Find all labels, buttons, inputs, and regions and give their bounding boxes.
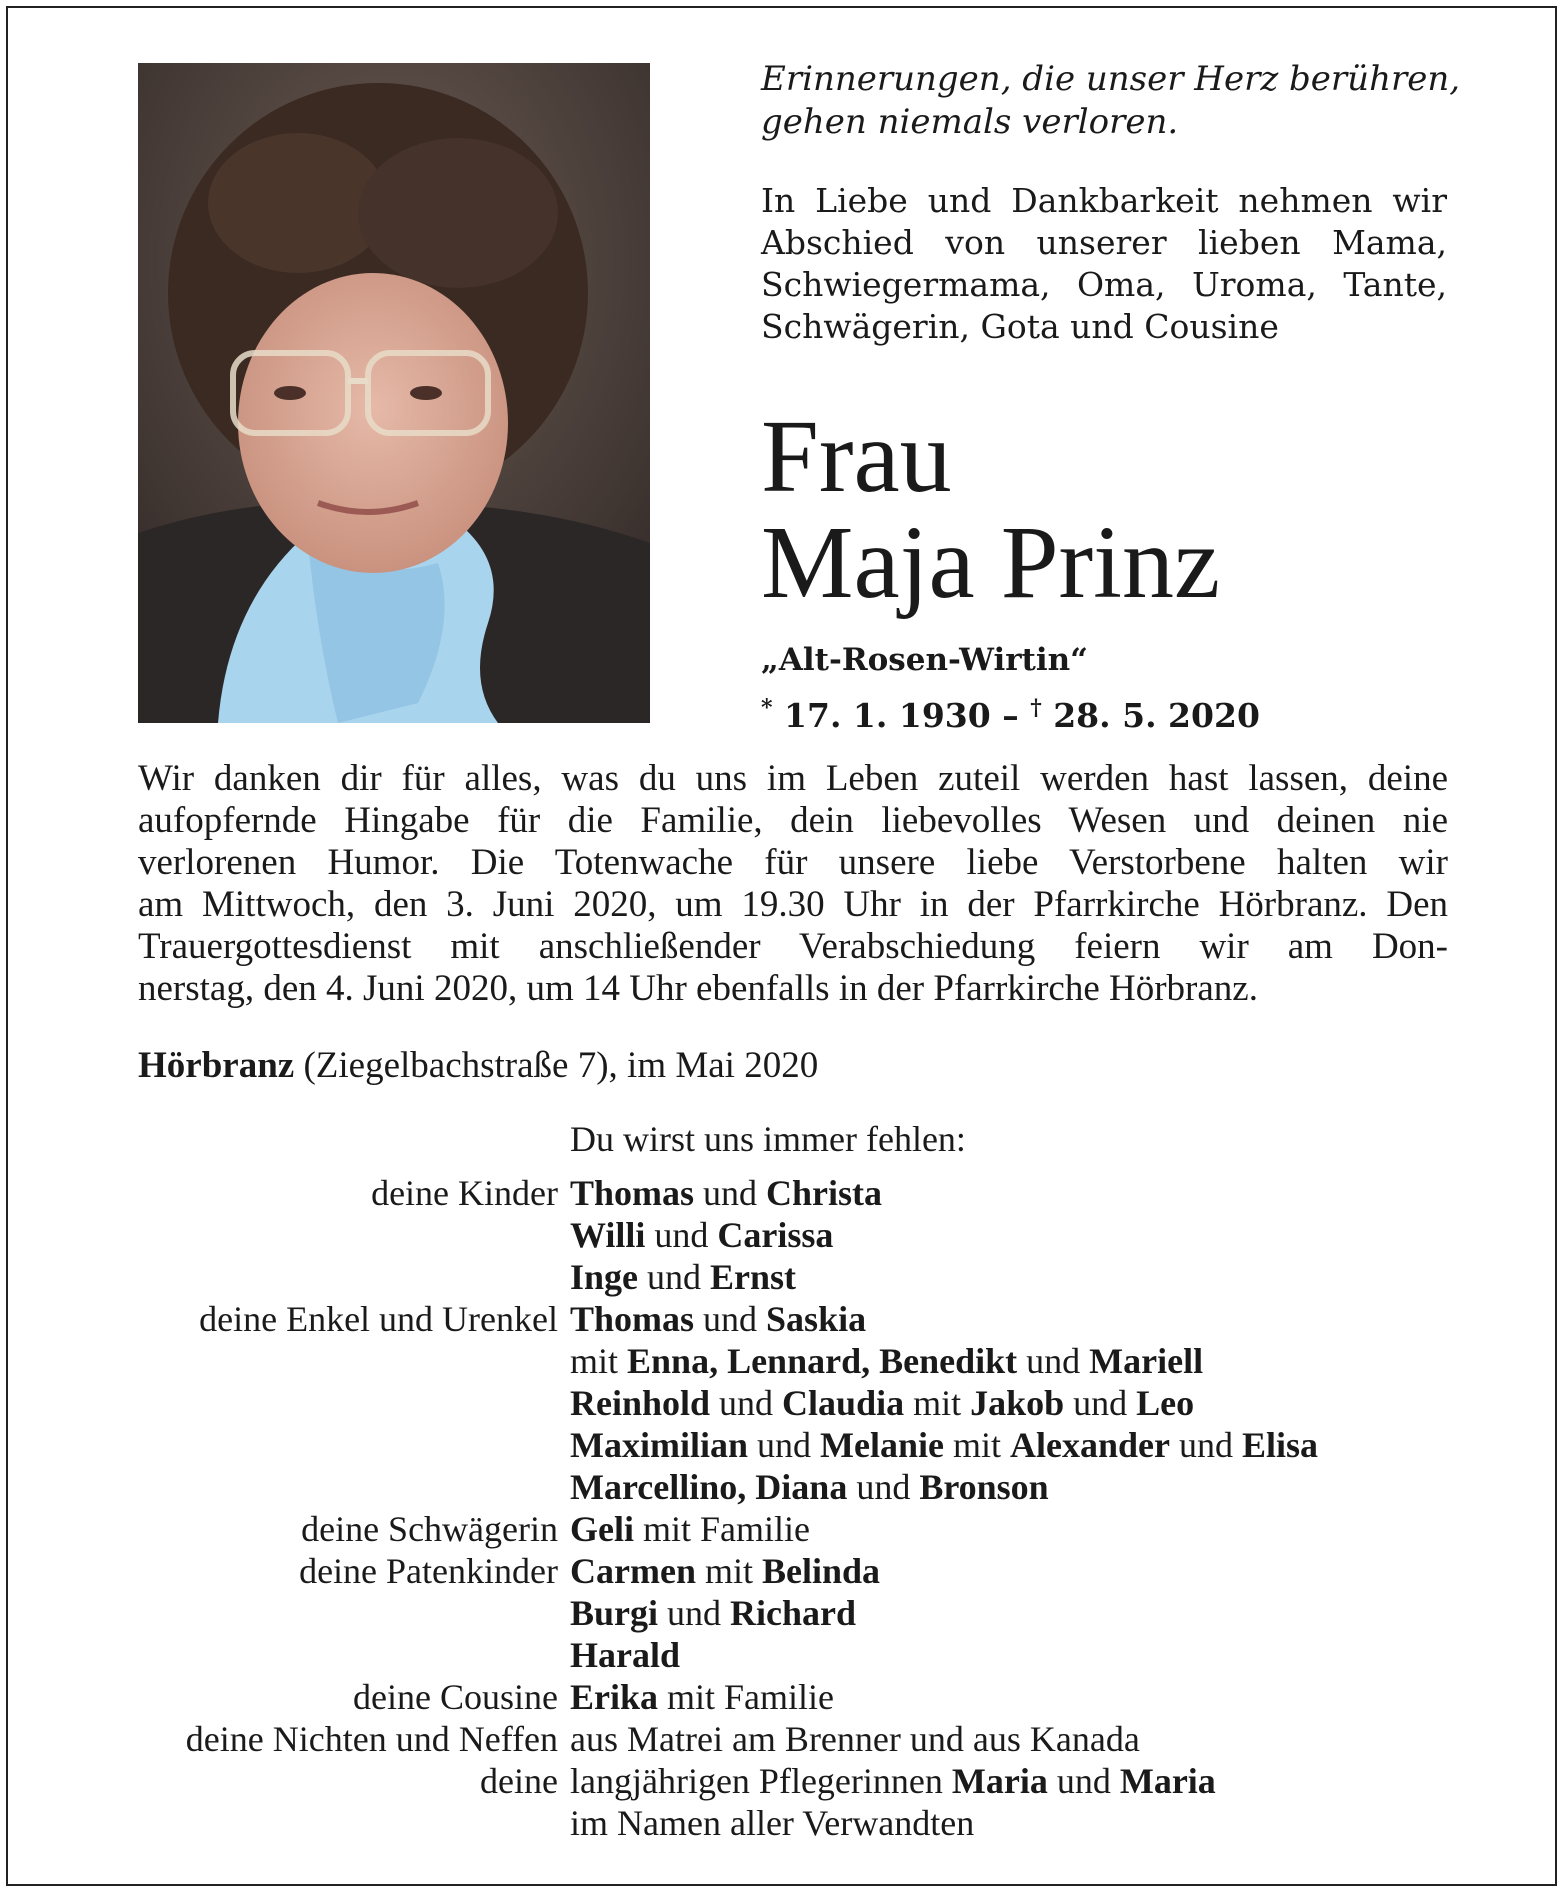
mourner-names xyxy=(570,1592,856,1634)
mourner-names xyxy=(570,1424,1318,1466)
deceased-fullname: Maja Prinz xyxy=(761,505,1221,620)
mourner-name: Erika xyxy=(570,1677,659,1717)
body-line: Wir danken dir für alles, was du uns im Leben zuteil werden hast lassen, deine xyxy=(138,758,1448,799)
mourner-connector: und xyxy=(1017,1341,1090,1381)
mourner-relation xyxy=(108,1382,570,1424)
life-dates xyxy=(761,688,1260,736)
place-and-date xyxy=(138,1045,1438,1087)
mourner-row xyxy=(108,1550,1468,1592)
mourner-name: Maria xyxy=(951,1761,1048,1801)
mourner-names xyxy=(570,1298,866,1340)
place-address: (Ziegelbachstraße 7), im Mai 2020 xyxy=(294,1045,819,1086)
mourner-name: Maria xyxy=(1119,1761,1216,1801)
mourner-row xyxy=(108,1172,1468,1214)
mourner-name: Burgi xyxy=(570,1593,659,1633)
mourner-name: Carissa xyxy=(717,1215,834,1255)
mourner-connector: mit xyxy=(695,1551,762,1591)
intro-line: Schwägerin, Gota und Cousine xyxy=(761,307,1279,346)
funeral-details-paragraph xyxy=(138,758,1448,1010)
mourner-names xyxy=(570,1718,1140,1760)
mourner-connector: und xyxy=(694,1173,767,1213)
deceased-name xyxy=(761,399,1521,620)
mourner-connector: mit xyxy=(904,1383,971,1423)
mourner-relation: deine Kinder xyxy=(371,1173,558,1213)
mourner-row xyxy=(108,1592,1468,1634)
mourner-name: Thomas xyxy=(570,1299,695,1339)
mourner-name: Alexander xyxy=(1009,1425,1170,1465)
mourner-row xyxy=(108,1802,1468,1844)
mourner-name: Thomas xyxy=(570,1173,695,1213)
mourner-names xyxy=(570,1382,1194,1424)
memorial-quote xyxy=(761,58,1461,144)
mourner-name: Maximilian xyxy=(570,1425,748,1465)
mourner-name: Enna, Lennard, Benedikt xyxy=(627,1341,1018,1381)
mourner-relation: deine xyxy=(480,1761,558,1801)
mourner-relation xyxy=(108,1802,570,1844)
mourner-name: Mariell xyxy=(1089,1341,1204,1381)
mourner-row xyxy=(108,1676,1468,1718)
body-line: verlorenen Humor. Die Totenwache für unsere liebe Verstorbene halten wir xyxy=(138,842,1448,883)
mourner-name: Marcellino, Diana xyxy=(570,1467,848,1507)
mourner-connector: mit Familie xyxy=(658,1677,835,1717)
mourner-name: Ernst xyxy=(710,1257,797,1297)
mourner-connector: und xyxy=(1064,1383,1137,1423)
mourner-relation xyxy=(108,1214,570,1256)
mourner-row xyxy=(108,1340,1468,1382)
mourner-row xyxy=(108,1298,1468,1340)
mourner-connector: und xyxy=(658,1593,731,1633)
mourner-row xyxy=(108,1508,1468,1550)
body-line: am Mittwoch, den 3. Juni 2020, um 19.30 Uhr in der Pfarrkirche Hörbranz. Den xyxy=(138,884,1448,925)
mourner-row xyxy=(108,1424,1468,1466)
mourner-relation: deine Schwägerin xyxy=(301,1509,558,1549)
mourner-connector: mit xyxy=(943,1425,1010,1465)
portrait-illustration xyxy=(138,63,650,723)
mourner-names xyxy=(570,1256,796,1298)
mourners-list xyxy=(108,1172,1468,1844)
mourner-connector: im Namen aller Verwandten xyxy=(570,1803,975,1843)
mourner-row xyxy=(108,1382,1468,1424)
mourner-name: Inge xyxy=(570,1257,639,1297)
mourner-connector: aus Matrei am Brenner und aus Kanada xyxy=(570,1719,1140,1759)
mourner-relation: deine Nichten und Neffen xyxy=(185,1719,558,1759)
intro-line: Abschied von unserer lieben Mama, xyxy=(761,223,1447,262)
mourner-names xyxy=(570,1508,810,1550)
death-date: 28. 5. 2020 xyxy=(1053,696,1260,735)
mourner-connector: und xyxy=(847,1467,920,1507)
mourner-names xyxy=(570,1466,1049,1508)
mourner-relation xyxy=(108,1634,570,1676)
mourner-relation xyxy=(108,1466,570,1508)
birth-date: 17. 1. 1930 xyxy=(784,696,991,735)
mourner-name: Reinhold xyxy=(570,1383,711,1423)
mourner-connector: mit xyxy=(570,1341,628,1381)
mourner-connector: mit Familie xyxy=(633,1509,810,1549)
mourner-names xyxy=(570,1340,1203,1382)
death-symbol: † xyxy=(1030,695,1042,721)
mourner-row xyxy=(108,1760,1468,1802)
mourner-row xyxy=(108,1634,1468,1676)
intro-line: Schwiegermama, Oma, Uroma, Tante, xyxy=(761,265,1447,304)
mourner-name: Christa xyxy=(766,1173,883,1213)
portrait-photo xyxy=(138,63,650,723)
mourner-relation xyxy=(108,1424,570,1466)
mourner-names xyxy=(570,1172,882,1214)
mourner-relation: deine Cousine xyxy=(353,1677,558,1717)
body-line: nerstag, den 4. Juni 2020, um 14 Uhr ebenfalls in der Pfarrkirche Hörbranz. xyxy=(138,968,1258,1009)
mourner-connector: und xyxy=(710,1383,783,1423)
birth-symbol: * xyxy=(761,695,773,721)
deceased-title: Frau xyxy=(761,399,952,514)
body-line: aufopfernde Hingabe für die Familie, dein liebevolles Wesen und deinen nie xyxy=(138,800,1448,841)
mourner-name: Carmen xyxy=(570,1551,696,1591)
mourner-relation xyxy=(108,1340,570,1382)
mourner-relation xyxy=(108,1592,570,1634)
mourner-name: Willi xyxy=(570,1215,646,1255)
mourner-name: Richard xyxy=(730,1593,857,1633)
mourner-connector: und xyxy=(1169,1425,1242,1465)
mourner-row xyxy=(108,1718,1468,1760)
mourner-relation xyxy=(108,1256,570,1298)
mourner-relation: deine Enkel und Urenkel xyxy=(199,1299,558,1339)
mourner-name: Harald xyxy=(570,1635,681,1675)
mourner-row xyxy=(108,1214,1468,1256)
mourner-connector: und xyxy=(645,1215,718,1255)
mourner-names xyxy=(570,1634,680,1676)
mourner-connector: und xyxy=(748,1425,820,1465)
mourner-row xyxy=(108,1256,1468,1298)
obituary-frame xyxy=(6,6,1557,1886)
mourner-name: Geli xyxy=(570,1509,634,1549)
mourner-name: Elisa xyxy=(1241,1425,1318,1465)
mourner-name: Saskia xyxy=(766,1299,867,1339)
mourner-name: Belinda xyxy=(761,1551,881,1591)
place-town: Hörbranz xyxy=(138,1045,295,1086)
mourner-connector: und xyxy=(638,1257,711,1297)
quote-line: gehen niemals verloren. xyxy=(761,102,1179,142)
mourner-connector: langjährigen Pflegerinnen xyxy=(570,1761,952,1801)
mourner-name: Leo xyxy=(1136,1383,1195,1423)
date-dash: – xyxy=(1002,696,1019,735)
mourner-names xyxy=(570,1550,880,1592)
mourner-names xyxy=(570,1214,833,1256)
body-line: Trauergottesdienst mit anschließender Verabschiedung feiern wir am Don- xyxy=(138,926,1448,967)
mourner-connector: und xyxy=(694,1299,767,1339)
mourner-names xyxy=(570,1802,974,1844)
intro-paragraph xyxy=(761,180,1447,348)
mourner-relation: deine Patenkinder xyxy=(299,1551,558,1591)
mourner-name: Bronson xyxy=(919,1467,1049,1507)
mourner-connector: und xyxy=(1047,1761,1120,1801)
mourner-name: Jakob xyxy=(970,1383,1065,1423)
mourner-name: Melanie xyxy=(820,1425,944,1465)
mourner-name: Claudia xyxy=(782,1383,905,1423)
mourner-row xyxy=(108,1466,1468,1508)
intro-line: In Liebe und Dankbarkeit nehmen wir xyxy=(761,181,1447,220)
quote-line: Erinnerungen, die unser Herz berühren, xyxy=(761,59,1461,99)
mourner-names xyxy=(570,1760,1216,1802)
mourner-names xyxy=(570,1676,834,1718)
signoff-line: Du wirst uns immer fehlen: xyxy=(570,1119,966,1159)
deceased-nickname: „Alt-Rosen-Wirtin“ xyxy=(761,642,1089,678)
